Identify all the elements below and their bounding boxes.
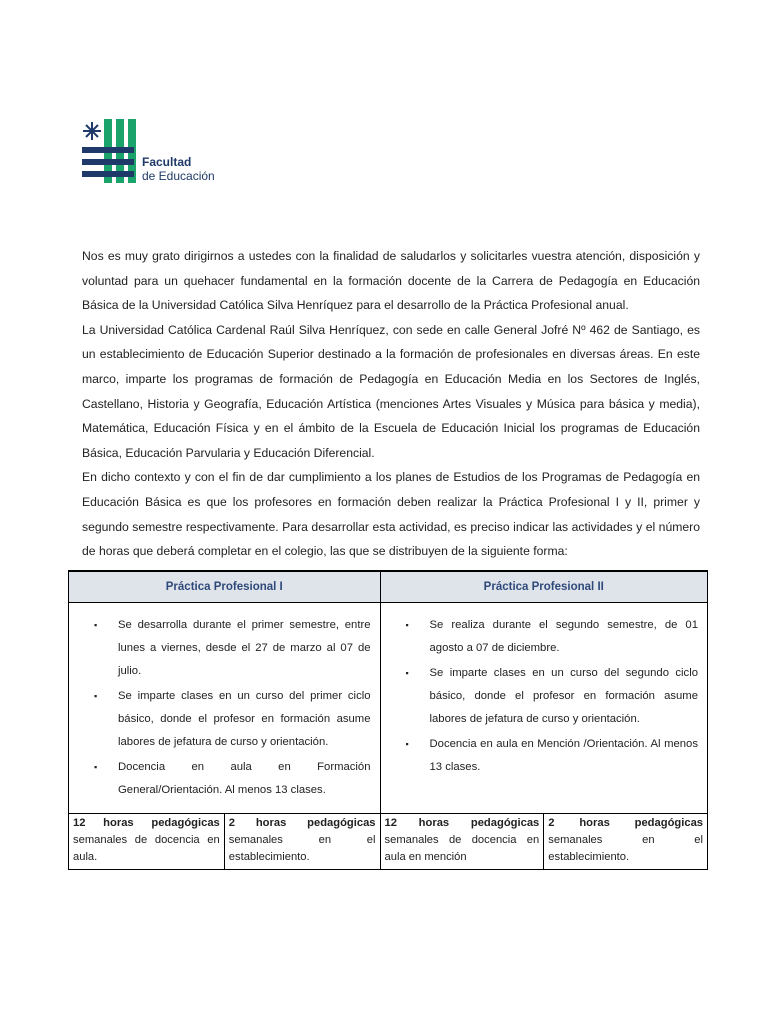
hours-cell: 2 horas pedagógicas semanales en el establecimiento. (548, 817, 704, 863)
bullet-icon: ▪ (94, 620, 98, 630)
hours-cell: 12 horas pedagógicas semanales de docencia en aula en mención (381, 814, 545, 869)
list-item: ▪ Se realiza durante el segundo semestre, de 01 agosto a 07 de diciembre. (430, 614, 698, 660)
header-practica-2: Práctica Profesional II (380, 571, 707, 603)
bullet-icon: ▪ (94, 691, 98, 701)
letter-body (82, 244, 700, 564)
practica-2-hours (380, 814, 707, 870)
list-item: ▪ Se desarrolla durante el primer semestre, entre lunes a viernes, desde el 27 de marzo al 07 de julio. (118, 614, 371, 683)
list-item: ▪ Se imparte clases en un curso del primer ciclo básico, donde el profesor en formación asume labores de jefatura de curso y orientación. (118, 685, 371, 754)
paragraph-context: En dicho contexto y con el fin de dar cumplimiento a los planes de Estudios de los Programas de Pedagogía en Educación Básica es que los profesores en formación deben realizar la Práctica Profesional I y II, primer y segundo semestre respectivamente. Para desarrollar esta actividad, es preciso indicar las actividades y el número de horas que deberá completar en el colegio, las que se distribuyen de la siguiente forma: (82, 470, 700, 559)
list-item: ▪ Docencia en aula en Mención /Orientación. Al menos 13 clases. (430, 733, 698, 779)
faculty-logo (82, 119, 222, 185)
header-practica-1: Práctica Profesional I (69, 571, 381, 603)
practica-1-hours (69, 814, 381, 870)
bullet-icon: ▪ (405, 668, 409, 678)
paragraph-intro: Nos es muy grato dirigirnos a ustedes con la finalidad de saludarlos y solicitarles vuestra atención, disposición y voluntad para un quehacer fundamental en la formación docente de la Carrera de Pedagogía en Educación Básica de la Universidad Católica Silva Henríquez para el desarrollo de la Práctica Profesional anual. (82, 249, 700, 313)
bullet-icon: ▪ (405, 739, 409, 749)
list-item: ▪ Docencia en aula en Formación General/Orientación. Al menos 13 clases. (118, 756, 371, 802)
practica-2-description (380, 603, 707, 814)
logo-line-2: de Educación (142, 169, 215, 183)
hours-cell: 12 horas pedagógicas semanales de docencia en aula. (69, 814, 225, 869)
hours-cell: 2 horas pedagógicas semanales en el establecimiento. (228, 817, 376, 863)
logo-line-1: Facultad (142, 155, 192, 169)
practica-table (68, 570, 708, 870)
list-item: ▪ Se imparte clases en un curso del segundo ciclo básico, donde el profesor en formación asume labores de jefatura de curso y orientación. (430, 662, 698, 731)
faculty-emblem-icon (82, 119, 138, 185)
bullet-icon: ▪ (405, 620, 409, 630)
bullet-icon: ▪ (94, 762, 98, 772)
paragraph-university: La Universidad Católica Cardenal Raúl Silva Henríquez, con sede en calle General Jofré Nº 462 de Santiago, es un establecimiento de Educación Superior destinado a la formación de profesionales en diversas áreas. En este marco, imparte los programas de formación de Pedagogía en Educación Media en los Sectores de Inglés, Castellano, Historia y Geografía, Educación Artística (menciones Artes Visuales y Música para básica y media), Matemática, Educación Física y en el ámbito de la Escuela de Educación Inicial los programas de Educación Básica, Educación Parvularia y Educación Diferencial. (82, 322, 700, 460)
practica-1-description (69, 603, 381, 814)
faculty-logo-text (142, 155, 215, 183)
